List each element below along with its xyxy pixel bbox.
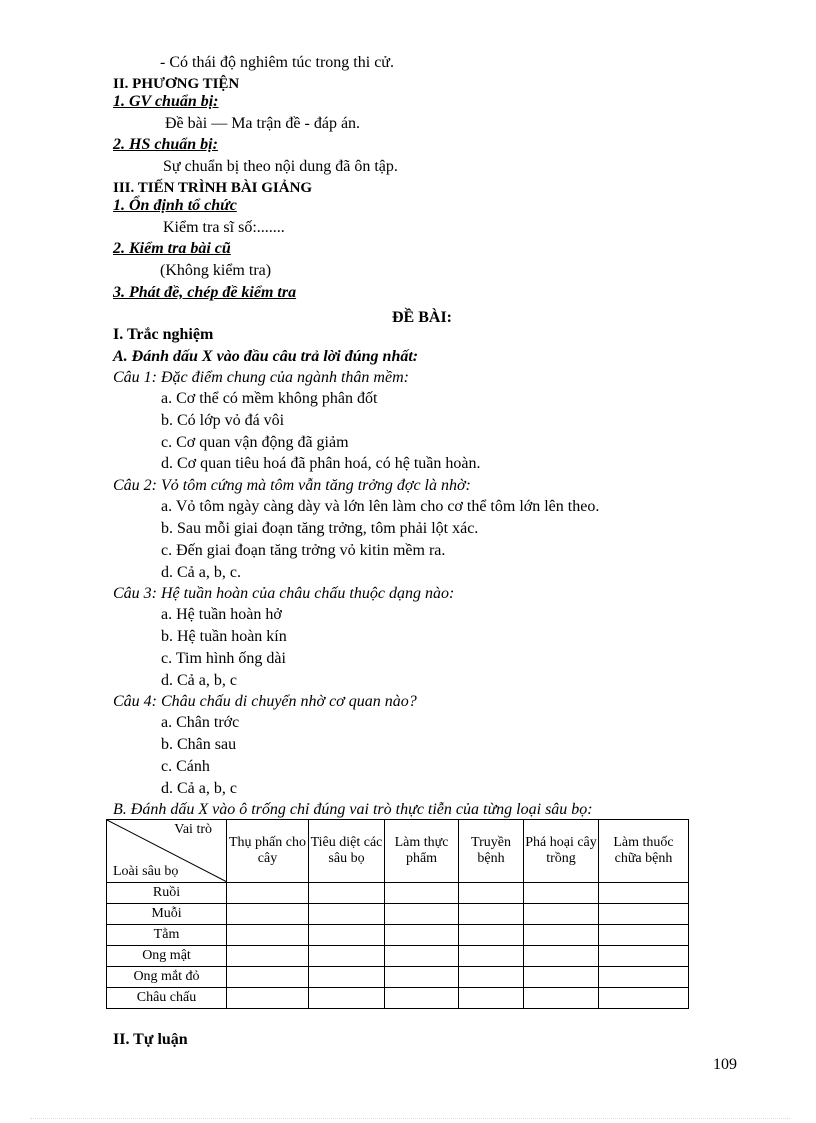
answer-cell[interactable] bbox=[309, 946, 385, 967]
answer-cell[interactable] bbox=[309, 925, 385, 946]
answer-cell[interactable] bbox=[227, 967, 309, 988]
answer-cell[interactable] bbox=[459, 988, 524, 1009]
table-row bbox=[107, 904, 689, 925]
question-1-option-a: a. Cơ thể có mềm không phân đốt bbox=[161, 390, 378, 407]
corner-label-insect: Loài sâu bọ bbox=[113, 864, 179, 879]
row-label: Muỗi bbox=[107, 904, 227, 925]
table-row bbox=[107, 988, 689, 1009]
answer-cell[interactable] bbox=[309, 988, 385, 1009]
answer-cell[interactable] bbox=[459, 967, 524, 988]
column-header: Truyền bệnh bbox=[459, 820, 524, 883]
question-1-option-c: c. Cơ quan vận động đã giảm bbox=[161, 434, 349, 451]
exam-title: ĐỀ BÀI: bbox=[392, 309, 453, 326]
part-b-instruction: B. Đánh dấu X vào ô trống chỉ đúng vai trò thực tiễn của từng loại sâu bọ: bbox=[113, 801, 593, 818]
section-heading-means: II. PHƯƠNG TIỆN bbox=[113, 76, 240, 92]
subheading-student: 2. HS chuẩn bị: bbox=[113, 136, 218, 153]
table-row bbox=[107, 925, 689, 946]
table-corner-cell bbox=[107, 820, 227, 883]
answer-cell[interactable] bbox=[459, 925, 524, 946]
subheading-teacher: 1. GV chuẩn bị: bbox=[113, 93, 219, 110]
page-number: 109 bbox=[713, 1056, 737, 1073]
answer-cell[interactable] bbox=[227, 904, 309, 925]
answer-cell[interactable] bbox=[459, 883, 524, 904]
answer-cell[interactable] bbox=[385, 883, 459, 904]
question-3-option-b: b. Hệ tuần hoàn kín bbox=[161, 628, 287, 645]
column-header: Tiêu diệt các sâu bọ bbox=[309, 820, 385, 883]
answer-cell[interactable] bbox=[599, 967, 689, 988]
answer-cell[interactable] bbox=[599, 946, 689, 967]
question-2-option-b: b. Sau mỗi giai đoạn tăng trởng, tôm phải lột xác. bbox=[161, 520, 479, 537]
answer-cell[interactable] bbox=[227, 946, 309, 967]
question-2-option-c: c. Đến giai đoạn tăng trởng vỏ kitin mềm ra. bbox=[161, 542, 446, 559]
answer-cell[interactable] bbox=[599, 988, 689, 1009]
row-label: Ruồi bbox=[107, 883, 227, 904]
question-4-option-d: d. Cả a, b, c bbox=[161, 780, 237, 797]
step-2-heading: 2. Kiểm tra bài cũ bbox=[113, 240, 231, 257]
answer-cell[interactable] bbox=[309, 883, 385, 904]
question-1-option-d: d. Cơ quan tiêu hoá đã phân hoá, có hệ tuần hoàn. bbox=[161, 455, 481, 472]
row-label: Ong mật bbox=[107, 946, 227, 967]
column-header: Làm thực phẩm bbox=[385, 820, 459, 883]
answer-cell[interactable] bbox=[599, 904, 689, 925]
table-row bbox=[107, 946, 689, 967]
question-2-option-a: a. Vỏ tôm ngày càng dày và lớn lên làm cho cơ thể tôm lớn lên theo. bbox=[161, 498, 600, 515]
step-1-text: Kiểm tra sĩ số:....... bbox=[163, 219, 285, 236]
table-row bbox=[107, 967, 689, 988]
answer-cell[interactable] bbox=[524, 883, 599, 904]
answer-cell[interactable] bbox=[385, 904, 459, 925]
row-label: Tằm bbox=[107, 925, 227, 946]
question-1: Câu 1: Đặc điểm chung của ngành thân mềm: bbox=[113, 369, 409, 386]
answer-cell[interactable] bbox=[309, 904, 385, 925]
part-2-heading: II. Tự luận bbox=[113, 1031, 188, 1048]
column-header: Phá hoại cây trồng bbox=[524, 820, 599, 883]
answer-cell[interactable] bbox=[227, 988, 309, 1009]
question-3: Câu 3: Hệ tuần hoàn của châu chấu thuộc dạng nào: bbox=[113, 585, 455, 602]
question-2: Câu 2: Vỏ tôm cứng mà tôm vẫn tăng trởng đợc là nhờ: bbox=[113, 477, 471, 494]
column-header: Làm thuốc chữa bệnh bbox=[599, 820, 689, 883]
answer-cell[interactable] bbox=[459, 904, 524, 925]
answer-cell[interactable] bbox=[524, 946, 599, 967]
part-1-heading: I. Trắc nghiệm bbox=[113, 326, 214, 343]
question-4-option-c: c. Cánh bbox=[161, 758, 210, 775]
part-a-instruction: A. Đánh dấu X vào đầu câu trả lời đúng nhất: bbox=[113, 348, 419, 365]
answer-cell[interactable] bbox=[385, 925, 459, 946]
answer-cell[interactable] bbox=[524, 988, 599, 1009]
question-1-option-b: b. Có lớp vỏ đá vôi bbox=[161, 412, 285, 429]
corner-label-role: Vai trò bbox=[174, 822, 212, 837]
section-heading-process: III. TIẾN TRÌNH BÀI GIẢNG bbox=[113, 180, 313, 196]
table-row bbox=[107, 883, 689, 904]
step-1-heading: 1. Ổn định tổ chức bbox=[113, 197, 237, 214]
column-header: Thụ phấn cho cây bbox=[227, 820, 309, 883]
step-3-heading: 3. Phát đề, chép đề kiểm tra bbox=[113, 284, 297, 301]
question-3-option-a: a. Hệ tuần hoàn hở bbox=[161, 606, 282, 623]
answer-cell[interactable] bbox=[459, 946, 524, 967]
page-bottom-divider bbox=[30, 1118, 790, 1119]
question-4: Câu 4: Châu chấu di chuyển nhờ cơ quan nào? bbox=[113, 693, 417, 710]
row-label: Châu chấu bbox=[107, 988, 227, 1009]
answer-cell[interactable] bbox=[309, 967, 385, 988]
student-prep-text: Sự chuẩn bị theo nội dung đã ôn tập. bbox=[163, 158, 398, 175]
table-header-row bbox=[107, 820, 689, 883]
answer-cell[interactable] bbox=[385, 946, 459, 967]
row-label: Ong mắt đỏ bbox=[107, 967, 227, 988]
answer-cell[interactable] bbox=[227, 925, 309, 946]
answer-cell[interactable] bbox=[385, 967, 459, 988]
question-2-option-d: d. Cả a, b, c. bbox=[161, 564, 241, 581]
question-4-option-b: b. Chân sau bbox=[161, 736, 237, 753]
answer-cell[interactable] bbox=[227, 883, 309, 904]
answer-cell[interactable] bbox=[599, 883, 689, 904]
step-2-text: (Không kiểm tra) bbox=[160, 262, 272, 279]
attitude-line: - Có thái độ nghiêm túc trong thi cử. bbox=[160, 54, 394, 71]
answer-cell[interactable] bbox=[524, 925, 599, 946]
insect-role-table bbox=[106, 819, 689, 1009]
question-3-option-d: d. Cả a, b, c bbox=[161, 672, 237, 689]
answer-cell[interactable] bbox=[524, 967, 599, 988]
teacher-prep-text: Đề bài — Ma trận đề - đáp án. bbox=[165, 115, 361, 132]
answer-cell[interactable] bbox=[385, 988, 459, 1009]
answer-cell[interactable] bbox=[524, 904, 599, 925]
question-4-option-a: a. Chân trớc bbox=[161, 714, 240, 731]
question-3-option-c: c. Tim hình ống dài bbox=[161, 650, 286, 667]
answer-cell[interactable] bbox=[599, 925, 689, 946]
